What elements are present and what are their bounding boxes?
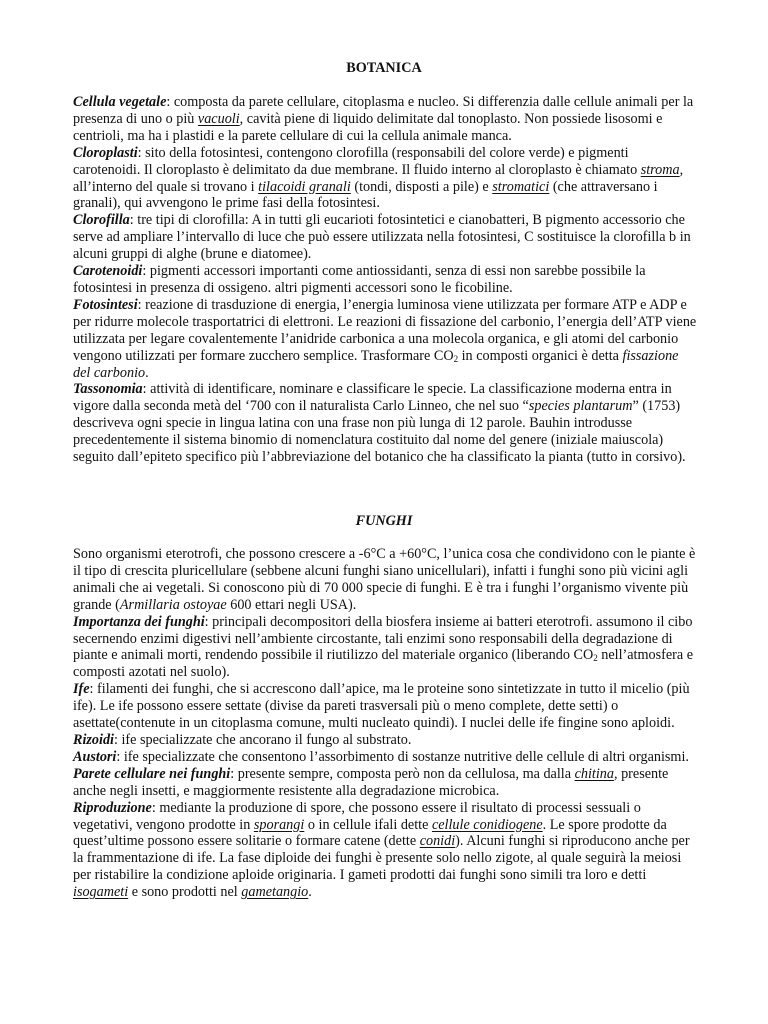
- term-conidi: conidi: [419, 833, 456, 850]
- text: .: [308, 884, 312, 901]
- paragraph-funghi-intro: [73, 546, 699, 614]
- text: : principali decompositori della biosfera insieme ai batteri eterotrofi. assumono il cibo secernendo enzimi digestivi nell’ambiente circostante, tali enzimi sono responsabili della degradazione di piante e animali morti, rendendo possibile il riutilizzo del materiale organico (liberando CO: [73, 613, 693, 664]
- term-ife: Ife: [73, 681, 90, 698]
- text: : tre tipi di clorofilla: A in tutti gli eucarioti fotosintetici e cianobatteri, B pigmento accessorio che serve ad ampliare l’intervallo di luce che può essere utilizzata nella fotosintesi, C sostituisce la clorofilla b in alcuni gruppi di alghe (brune e diatomee).: [73, 212, 691, 263]
- term-stromatici: stromatici: [492, 178, 550, 195]
- term-vacuoli: vacuoli: [197, 110, 240, 127]
- term-tassonomia: Tassonomia: [73, 381, 143, 398]
- page-title: BOTANICA: [346, 60, 422, 76]
- term-sporangi: sporangi: [253, 816, 305, 833]
- paragraph-rizoidi: [73, 732, 699, 749]
- paragraph-importanza: [73, 614, 699, 682]
- term-clorofilla: Clorofilla: [73, 212, 130, 229]
- paragraph-cloroplasti: [73, 145, 699, 213]
- text: , presente anche negli insetti, e maggiormente resistente alla degradazione microbica.: [73, 765, 669, 799]
- paragraph-clorofilla: [73, 212, 699, 263]
- text: .: [145, 364, 149, 381]
- term-rizoidi: Rizoidi: [73, 731, 114, 748]
- text: : pigmenti accessori importanti come antiossidanti, senza di essi non sarebbe possibile la fotosintesi in presenza di ossigeno. altri pigmenti accessori sono le ficobiline.: [73, 263, 646, 296]
- section-title-funghi: FUNGHI: [355, 513, 413, 529]
- paragraph-cellula-vegetale: [73, 94, 699, 145]
- term-austori: Austori: [73, 748, 117, 765]
- text: in composti organici è detta: [458, 347, 623, 364]
- text: : presente sempre, composta però non da cellulosa, ma dalla: [230, 765, 575, 782]
- term-carotenoidi: Carotenoidi: [73, 263, 143, 280]
- text: : sito della fotosintesi, contengono clorofilla (responsabili del colore verde) e pigmenti carotenoidi. Il cloroplasto è delimitato da due membrane. Il fluido interno al cloroplasto è chiamato: [73, 144, 641, 178]
- term-stroma: stroma: [640, 161, 680, 178]
- term-fotosintesi: Fotosintesi: [73, 296, 138, 313]
- text: nell’atmosfera e composti azotati nel suolo).: [73, 647, 694, 681]
- term-importanza-dei-funghi: Importanza dei funghi: [73, 613, 205, 630]
- term-fissazione-del-carbonio: fissazione del carbonio: [73, 347, 679, 381]
- term-cloroplasti: Cloroplasti: [73, 144, 138, 161]
- text: : ife specializzate che ancorano il fungo al substrato.: [114, 731, 412, 748]
- term-gametangio: gametangio: [241, 884, 309, 901]
- paragraph-ife: [73, 681, 699, 732]
- text: : mediante la produzione di spore, che possono essere il risultato di processi sessuali o vegetativi, vengono prodotte in: [73, 799, 641, 833]
- paragraph-fotosintesi: [73, 297, 699, 382]
- subscript: 2: [453, 353, 459, 364]
- term-armillaria-ostoyae: Armillaria ostoyae: [119, 596, 227, 613]
- text: , cavità piene di liquido delimitate dal tonoplasto. Non possiede lisosomi e centrioli, ma ha i plastidi e la parete cellulare di cui la cellula animale manca.: [73, 110, 663, 144]
- text: o in cellule ifali dette: [304, 816, 432, 833]
- paragraph-tassonomia: [73, 381, 699, 466]
- text: , all’interno del quale si trovano i: [73, 161, 684, 195]
- term-parete-cellulare-nei-funghi: Parete cellulare nei funghi: [73, 765, 231, 782]
- text: 600 ettari negli USA).: [226, 596, 357, 613]
- term-tilacoidi-granali: tilacoidi granali: [258, 178, 351, 195]
- paragraph-carotenoidi: [73, 263, 699, 297]
- term-cellule-conidiogene: cellule conidiogene: [431, 816, 543, 833]
- text: : composta da parete cellulare, citoplasma e nucleo. Si differenzia dalle cellule animali per la presenza di uno o più: [73, 94, 694, 127]
- subscript: 2: [593, 653, 598, 664]
- paragraph-austori: [73, 749, 699, 766]
- term-cellula-vegetale: Cellula vegetale: [73, 94, 167, 110]
- text: : reazione di trasduzione di energia, l’energia luminosa viene utilizzata per formare ATP e ADP e per ridurre molecole trasportatrici di elettroni. Le reazioni di fissazione del carbonio, l’energia dell’ATP viene utilizzata per legare covalentemente l’anidride carbonica a una molecola organica, e gli atomi del carbonio vengono utilizzati per formare zucchero semplice. Trasformare CO: [73, 296, 697, 364]
- term-chitina: chitina: [574, 765, 614, 782]
- text: (che attraversano i granali), qui avvengono le prime fasi della fotosintesi.: [73, 178, 658, 212]
- botanica-section: [73, 94, 699, 466]
- text: ” (1753) descriveva ogni specie in lingua latina con una frase non più lunga di 12 parole. Bauhin introdusse precedentemente il sistema binomio di nomenclatura costituito dal nome del genere (iniziale maiuscola) seguito dall’epiteto specifico più l’abbreviazione del botanico che ha classificato la pianta (tutto in corsivo).: [73, 398, 686, 466]
- term-riproduzione: Riproduzione: [73, 799, 152, 816]
- text: : attività di identificare, nominare e classificare le specie. La classificazione moderna entra in vigore dalla seconda metà del ‘700 con il naturalista Carlo Linneo, che nel suo “: [73, 381, 672, 415]
- paragraph-parete-cellulare: [73, 766, 699, 800]
- funghi-section: [73, 546, 699, 901]
- text: Sono organismi eterotrofi, che possono crescere a -6°C a +60°C, l’unica cosa che condividono con le piante è il tipo di crescita pluricellulare (sebbene alcuni funghi siano unicellulari), infatti i funghi sono più vicini agli animali che ai vegetali. Si conoscono più di 70 000 specie di funghi. E è tra i funghi l’organismo vivente più grande (: [73, 546, 696, 613]
- paragraph-riproduzione: [73, 800, 699, 901]
- text: ). Alcuni funghi si riproducono anche per la frammentazione di ife. La fase diploide dei funghi è presente solo nello zigote, al quale seguirà la meiosi per ristabilire la condizione aploide originaria. I gameti prodotti dai funghi sono simili tra loro e detti: [73, 833, 690, 884]
- text: . Le spore prodotte da quest’ultime possono essere solitarie o formare catene (dette: [73, 816, 667, 850]
- text: : ife specializzate che consentono l’assorbimento di sostanze nutritive delle cellule di altri organismi.: [116, 748, 689, 765]
- text: : filamenti dei funghi, che si accrescono dall’apice, ma le proteine sono sintetizzate in tutto il micelio (più ife). Le ife possono essere settate (divise da pareti trasversali più o meno complete, dette setti) o asettate(contenute in un citoplasma comune, multi nucleato quindi). I nuclei delle ife fingine sono aploidi.: [73, 681, 690, 732]
- term-isogameti: isogameti: [73, 884, 129, 901]
- text: (tondi, disposti a pile) e: [350, 178, 493, 195]
- text: e sono prodotti nel: [128, 884, 242, 901]
- term-species-plantarum: species plantarum: [528, 398, 633, 415]
